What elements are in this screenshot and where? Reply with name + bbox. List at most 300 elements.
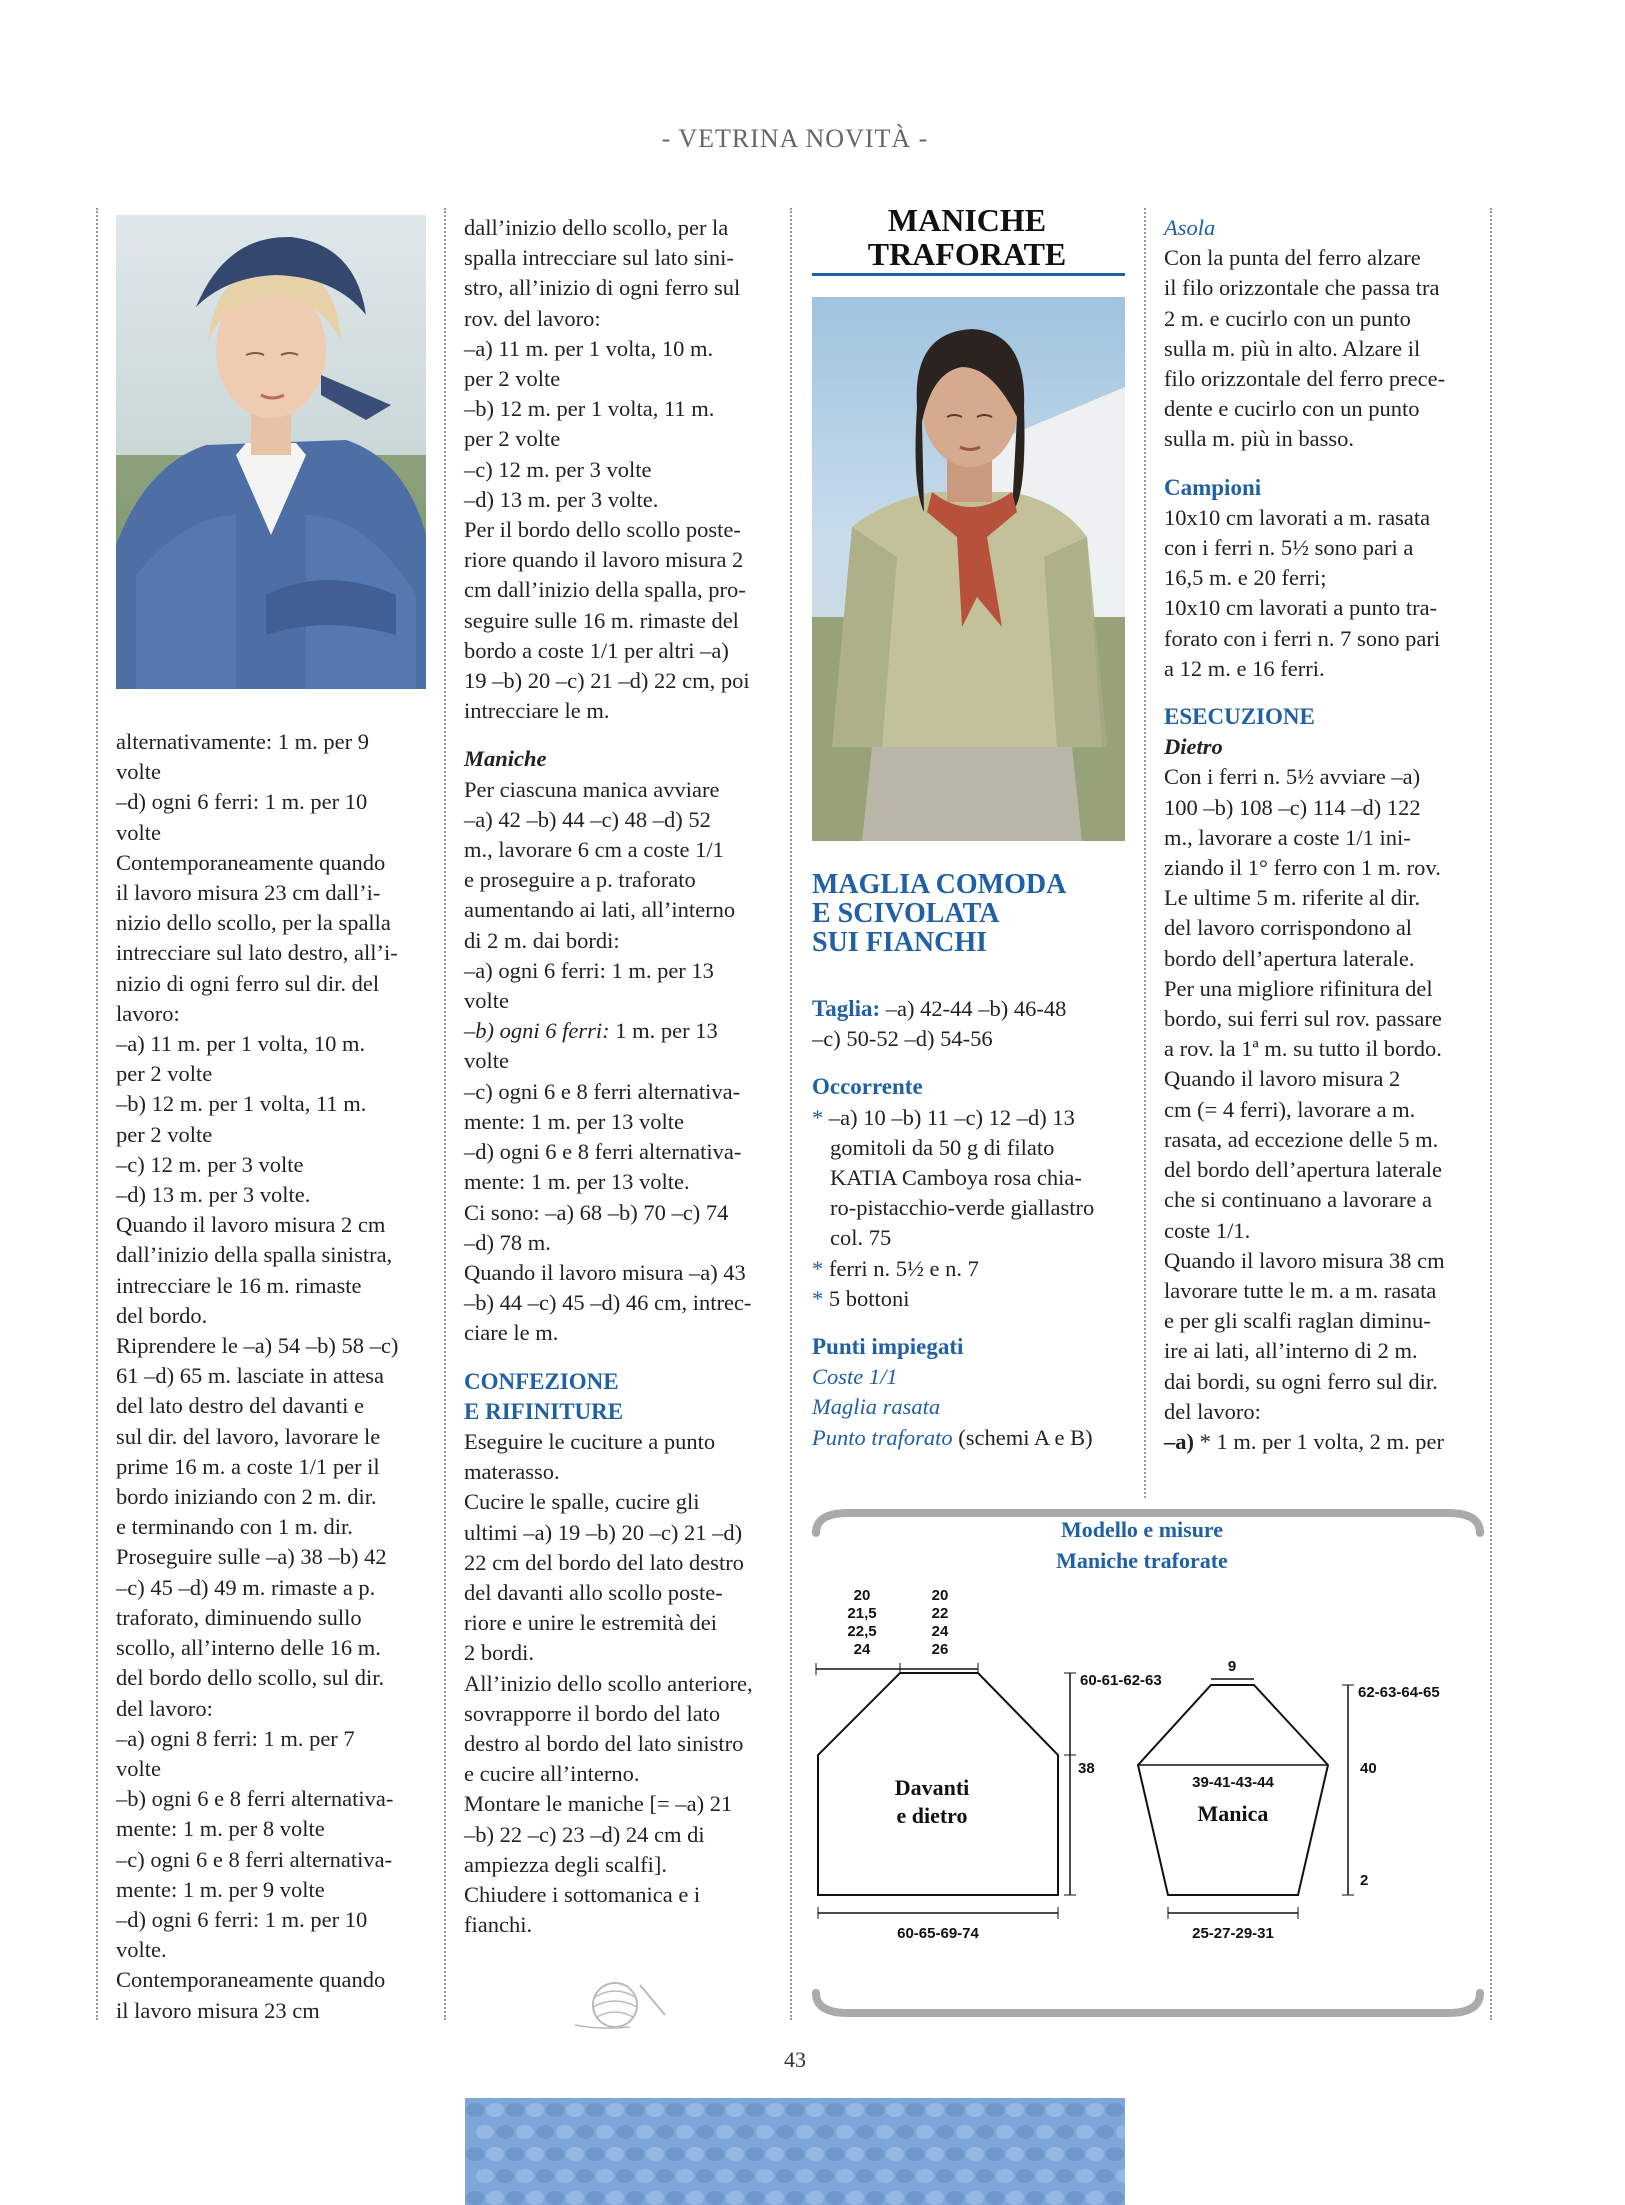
- body-text-line: a 12 m. e 16 ferri.: [1164, 655, 1325, 681]
- knit-stitch: [726, 2147, 744, 2161]
- knit-stitch: [716, 2169, 734, 2183]
- knit-stitch: [766, 2103, 784, 2117]
- knit-stitch: [726, 2191, 744, 2205]
- knit-stitch: [1036, 2125, 1054, 2139]
- sleeve-width-measure: 39-41-43-44: [1192, 1774, 1274, 1791]
- knit-stitch: [826, 2191, 844, 2205]
- body-text-line: per 2 volte: [116, 1061, 213, 1087]
- body-text-line: lavorare tutte le m. a m. rasata: [1164, 1277, 1437, 1303]
- body-text-line: volte: [116, 759, 161, 785]
- knit-stitch: [676, 2169, 694, 2183]
- knit-stitch: [926, 2103, 944, 2117]
- needed-item-2: [812, 1254, 1132, 1284]
- pattern-subtitle-line-3: SUI FIANCHI: [812, 927, 988, 958]
- article-column-2: [464, 213, 782, 1940]
- knit-stitch: [956, 2169, 974, 2183]
- size-line-2: –c) 50-52 –d) 54-56: [812, 1026, 993, 1052]
- body-text-line: Eseguire le cuciture a punto: [464, 1428, 716, 1454]
- knit-stitch: [906, 2103, 924, 2117]
- body-text-line: destro al bordo del lato sinistro: [464, 1730, 744, 1756]
- knit-stitch: [466, 2147, 484, 2161]
- knit-stitch: [926, 2147, 944, 2161]
- knit-stitch: [1086, 2103, 1104, 2117]
- shoulder-b-2: 24: [931, 1623, 949, 1640]
- body-text-line: Ci sono: –a) 68 –b) 70 –c) 74: [464, 1199, 729, 1225]
- body-text-line: All’inizio dello scollo anteriore,: [464, 1670, 753, 1696]
- sleeve-size-b-line: [464, 1016, 782, 1046]
- body-text-line: –d) 13 m. per 3 volte.: [116, 1182, 311, 1208]
- body-text-line: del lato destro del davanti e: [116, 1393, 365, 1419]
- knit-stitch: [746, 2147, 764, 2161]
- stitch-item-3-name: Punto traforato: [812, 1424, 953, 1450]
- body-width-measure: 60-65-69-74: [897, 1925, 979, 1942]
- body-text-line: volte: [116, 1755, 161, 1781]
- needed-item-1: [812, 1103, 1132, 1133]
- body-text-line: bordo iniziando con 2 m. dir.: [116, 1484, 377, 1510]
- body-text-line: del bordo dello scollo, sul dir.: [116, 1665, 385, 1691]
- body-text-line: Contemporaneamente quando: [116, 849, 386, 875]
- knit-stitch: [626, 2191, 644, 2205]
- body-text-line: –b) 22 –c) 23 –d) 24 cm di: [464, 1821, 705, 1847]
- knit-stitch: [516, 2169, 534, 2183]
- body-text-line: Quando il lavoro misura 2: [1164, 1066, 1401, 1092]
- knit-stitch: [996, 2169, 1014, 2183]
- knit-stitch: [906, 2147, 924, 2161]
- knit-stitch: [876, 2125, 894, 2139]
- size-value: –a) 42-44 –b) 46-48: [880, 996, 1067, 1021]
- body-text-line: dai bordi, su ogni ferro sul dir.: [1164, 1368, 1438, 1394]
- knit-stitch: [596, 2125, 614, 2139]
- knit-stitch: [706, 2103, 724, 2117]
- knit-stitch: [716, 2125, 734, 2139]
- pattern-subtitle-line-1: MAGLIA COMODA: [812, 869, 1067, 900]
- knit-stitch: [466, 2103, 484, 2117]
- shoulder-a-1: 21,5: [847, 1605, 877, 1622]
- article-column-4: [1164, 213, 1482, 1457]
- body-text-line: –c) 45 –d) 49 m. rimaste a p.: [116, 1574, 376, 1600]
- knit-stitch: [1006, 2103, 1024, 2117]
- title-underline: [812, 273, 1125, 276]
- knit-stitch: [896, 2125, 914, 2139]
- column-rule: [96, 208, 98, 2020]
- body-text-line: Per una migliore rifinitura del: [1164, 975, 1433, 1001]
- knit-stitch: [806, 2191, 824, 2205]
- knit-stitch: [526, 2103, 544, 2117]
- body-text-line: lavoro:: [116, 1000, 180, 1026]
- pattern-title-line-1: MANICHE: [887, 202, 1047, 238]
- body-text-line: 61 –d) 65 m. lasciate in attesa: [116, 1363, 385, 1389]
- body-text-line: prime 16 m. a coste 1/1 per il: [116, 1453, 380, 1479]
- knit-stitch: [916, 2125, 934, 2139]
- needed-item-1-text: –a) 10 –b) 11 –c) 12 –d) 13: [828, 1104, 1075, 1130]
- body-text-line: –d) 13 m. per 3 volte.: [464, 486, 659, 512]
- column-2-body-1: [464, 213, 782, 726]
- body-text-line: coste 1/1.: [1164, 1217, 1251, 1243]
- knit-stitch: [496, 2125, 514, 2139]
- body-text-line: –b) 44 –c) 45 –d) 46 cm, intrec-: [464, 1290, 752, 1316]
- knit-stitch: [686, 2191, 704, 2205]
- sleeve-size-b-rest: 1 m. per 13: [609, 1018, 718, 1044]
- body-text-line: del bordo dell’apertura laterale: [1164, 1157, 1442, 1183]
- body-text-line: Contemporaneamente quando: [116, 1967, 386, 1993]
- knit-stitch: [1096, 2169, 1114, 2183]
- body-text-line: con i ferri n. 5½ sono pari a: [1164, 535, 1414, 561]
- pattern-subtitle: [812, 870, 1122, 957]
- body-text-line: –a) ogni 6 ferri: 1 m. per 13: [464, 957, 714, 983]
- knit-stitch: [536, 2169, 554, 2183]
- knit-stitch: [706, 2191, 724, 2205]
- body-text-line: –b) ogni 6 e 8 ferri alternativa-: [116, 1786, 394, 1812]
- back-last-rest: * 1 m. per 1 volta, 2 m. per: [1194, 1428, 1444, 1454]
- body-text-line: 100 –b) 108 –c) 114 –d) 122: [1164, 794, 1421, 820]
- sleeves-heading: Maniche: [464, 746, 547, 772]
- column-rule: [444, 208, 446, 2020]
- knit-stitch: [696, 2125, 714, 2139]
- shoulder-a-3: 24: [853, 1641, 871, 1658]
- knit-stitch: [506, 2191, 524, 2205]
- body-text-line: a rov. la 1ª m. su tutto il bordo.: [1164, 1036, 1442, 1062]
- bullet-star: *: [812, 1255, 824, 1281]
- stitch-item-3: [812, 1423, 1132, 1453]
- body-text-line: –d) 78 m.: [464, 1229, 551, 1255]
- knit-stitch: [926, 2191, 944, 2205]
- knit-stitch: [1086, 2147, 1104, 2161]
- body-text-line: Quando il lavoro misura 2 cm: [116, 1212, 386, 1238]
- body-text-line: –a) 11 m. per 1 volta, 10 m.: [464, 335, 714, 361]
- knit-stitch: [466, 2191, 484, 2205]
- sleeve-size-b-italic: –b) ogni 6 ferri:: [464, 1018, 610, 1044]
- body-text-line: del davanti allo scollo poste-: [464, 1579, 723, 1605]
- body-text-line: intrecciare sul lato destro, all’i-: [116, 940, 398, 966]
- body-text-line: volte: [464, 1048, 509, 1074]
- body-text-line: –a) 42 –b) 44 –c) 48 –d) 52: [464, 806, 711, 832]
- knit-stitch: [806, 2103, 824, 2117]
- knit-stitch: [976, 2125, 994, 2139]
- knit-stitch: [696, 2169, 714, 2183]
- knit-stitch: [506, 2103, 524, 2117]
- knit-stitch: [566, 2191, 584, 2205]
- knit-stitch: [516, 2125, 534, 2139]
- knit-stitch: [766, 2147, 784, 2161]
- knit-stitch: [606, 2103, 624, 2117]
- knit-stitch: [746, 2191, 764, 2205]
- column-2-body-3: [464, 1046, 782, 1348]
- knit-stitch: [686, 2147, 704, 2161]
- body-text-line: il filo orizzontale che passa tra: [1164, 275, 1440, 301]
- knit-stitch: [1036, 2169, 1054, 2183]
- finishing-heading-1: CONFEZIONE: [464, 1368, 619, 1394]
- knit-texture-swatch: [465, 2098, 1125, 2205]
- pattern-subtitle-line-2: E SCIVOLATA: [812, 898, 1000, 929]
- body-text-line: Con i ferri n. 5½ avviare –a): [1164, 764, 1421, 790]
- sleeve-cuff-height-measure: 2: [1360, 1872, 1369, 1889]
- body-text-line: Le ultime 5 m. riferite al dir.: [1164, 885, 1421, 911]
- body-text-line: sulla m. più in basso.: [1164, 426, 1354, 452]
- knit-stitch: [566, 2103, 584, 2117]
- knit-stitch: [946, 2191, 964, 2205]
- knit-stitch: [1026, 2103, 1044, 2117]
- knit-stitch: [1066, 2103, 1084, 2117]
- knit-stitch: [476, 2125, 494, 2139]
- knit-stitch: [966, 2103, 984, 2117]
- sleeve-top-measure: 9: [1227, 1658, 1237, 1675]
- body-text-line: –b) 12 m. per 1 volta, 11 m.: [464, 396, 715, 422]
- knit-stitch: [1076, 2125, 1094, 2139]
- knit-stitch: [956, 2125, 974, 2139]
- body-text-line: Riprendere le –a) 54 –b) 58 –c): [116, 1333, 399, 1359]
- column-rule: [790, 208, 792, 2020]
- knit-stitch: [526, 2147, 544, 2161]
- body-text-line: spalla intrecciare sul lato sini-: [464, 245, 734, 271]
- knit-stitch: [966, 2191, 984, 2205]
- knit-stitch: [736, 2169, 754, 2183]
- body-text-line: fianchi.: [464, 1912, 533, 1938]
- needed-heading: Occorrente: [812, 1074, 923, 1100]
- knit-stitch: [646, 2103, 664, 2117]
- knit-stitch: [1056, 2169, 1074, 2183]
- column-2-body-2: [464, 775, 782, 1017]
- knit-stitch: [946, 2103, 964, 2117]
- knit-stitch: [486, 2191, 504, 2205]
- stitch-item-1: Coste 1/1: [812, 1364, 898, 1390]
- pattern-title: [812, 203, 1122, 271]
- back-heading: Dietro: [1164, 734, 1223, 760]
- body-text-line: –b) 12 m. per 1 volta, 11 m.: [116, 1091, 367, 1117]
- knit-stitch: [776, 2169, 794, 2183]
- body-text-line: volte: [116, 819, 161, 845]
- knit-stitch: [556, 2169, 574, 2183]
- body-text-line: per 2 volte: [464, 426, 561, 452]
- body-text-line: –c) 12 m. per 3 volte: [116, 1151, 304, 1177]
- knit-stitch: [1096, 2125, 1114, 2139]
- body-text-line: forato con i ferri n. 7 sono pari: [1164, 625, 1441, 651]
- knit-stitch: [596, 2169, 614, 2183]
- knit-stitch: [646, 2191, 664, 2205]
- knit-stitch: [856, 2169, 874, 2183]
- knit-stitch: [666, 2191, 684, 2205]
- knit-stitch: [1066, 2147, 1084, 2161]
- knit-stitch: [836, 2169, 854, 2183]
- body-text-line: riore e unire le estremità dei: [464, 1610, 718, 1636]
- knit-stitch: [836, 2125, 854, 2139]
- knit-stitch: [786, 2103, 804, 2117]
- body-text-line: Per il bordo dello scollo poste-: [464, 517, 741, 543]
- body-text-line: per 2 volte: [116, 1121, 213, 1147]
- body-text-line: e cucire all’interno.: [464, 1761, 640, 1787]
- model-photo-green-sweater: [812, 297, 1125, 841]
- buttonhole-body: [1164, 243, 1482, 454]
- buttonhole-heading: Asola: [1164, 215, 1216, 240]
- knit-stitch: [616, 2169, 634, 2183]
- body-text-line: dente e cucirlo con un punto: [1164, 396, 1420, 422]
- knit-stitch: [756, 2125, 774, 2139]
- knit-stitch: [676, 2125, 694, 2139]
- knit-stitch: [556, 2125, 574, 2139]
- schematic-diagram: [808, 1505, 1488, 2020]
- knit-stitch: [1106, 2103, 1124, 2117]
- body-text-line: intrecciare le 16 m. rimaste: [116, 1272, 362, 1298]
- body-text-line: rov. del lavoro:: [464, 305, 601, 331]
- knit-stitch: [816, 2125, 834, 2139]
- knit-stitch: [726, 2103, 744, 2117]
- knit-stitch: [886, 2103, 904, 2117]
- body-text-line: Chiudere i sottomanica e i: [464, 1881, 701, 1907]
- body-text-line: 22 cm del bordo del lato destro: [464, 1549, 744, 1575]
- knit-stitch: [626, 2103, 644, 2117]
- knit-stitch: [1056, 2125, 1074, 2139]
- knit-stitch: [1026, 2147, 1044, 2161]
- body-text-line: nizio di ogni ferro sul dir. del: [116, 970, 380, 996]
- knit-stitch: [646, 2147, 664, 2161]
- knit-stitch: [1066, 2191, 1084, 2205]
- body-text-line: 10x10 cm lavorati a m. rasata: [1164, 504, 1431, 530]
- knit-stitch: [586, 2147, 604, 2161]
- knit-stitch: [896, 2169, 914, 2183]
- needed-item-3-text: 5 bottoni: [828, 1285, 910, 1311]
- knit-stitch: [996, 2125, 1014, 2139]
- knit-stitch: [1006, 2191, 1024, 2205]
- knit-stitch: [816, 2169, 834, 2183]
- body-text-line: volte.: [116, 1937, 167, 1963]
- stitch-item-3-rest: (schemi A e B): [952, 1424, 1093, 1450]
- knit-stitch: [626, 2147, 644, 2161]
- knit-stitch: [966, 2147, 984, 2161]
- knit-stitch: [796, 2169, 814, 2183]
- page-number: 43: [784, 2047, 806, 2072]
- knit-stitch: [936, 2169, 954, 2183]
- body-text-line: m., lavorare 6 cm a coste 1/1: [464, 837, 724, 863]
- body-text-line: mente: 1 m. per 8 volte: [116, 1816, 325, 1842]
- body-text-line: ire ai lati, all’interno di 2 m.: [1164, 1338, 1418, 1364]
- column-2-body-4: [464, 1427, 782, 1940]
- bullet-star: *: [812, 1104, 824, 1130]
- knit-stitch: [606, 2191, 624, 2205]
- knit-stitch: [936, 2125, 954, 2139]
- needed-item-1e: col. 75: [830, 1225, 892, 1251]
- knit-stitch: [1026, 2191, 1044, 2205]
- knit-stitch: [1106, 2147, 1124, 2161]
- knit-stitch: [1076, 2169, 1094, 2183]
- knit-stitch: [986, 2147, 1004, 2161]
- body-text-line: –a) ogni 8 ferri: 1 m. per 7: [116, 1725, 355, 1751]
- body-text-line: stro, all’inizio di ogni ferro sul: [464, 275, 741, 301]
- knit-stitch: [736, 2125, 754, 2139]
- column-rule: [1144, 208, 1146, 1498]
- knit-stitch: [1046, 2147, 1064, 2161]
- needed-item-1d: ro-pistacchio-verde giallastro: [830, 1195, 1095, 1221]
- knit-stitch: [506, 2147, 524, 2161]
- body-text-line: bordo, sui ferri sul rov. passare: [1164, 1006, 1442, 1032]
- finishing-heading-2: E RIFINITURE: [464, 1398, 624, 1424]
- samples-heading: Campioni: [1164, 474, 1262, 500]
- knit-stitch: [656, 2125, 674, 2139]
- knit-stitch: [1106, 2191, 1124, 2205]
- knit-stitch: [866, 2191, 884, 2205]
- knit-stitch: [586, 2191, 604, 2205]
- body-panel-label-2: e dietro: [896, 1803, 968, 1828]
- body-text-line: ziando il 1° ferro con 1 m. rov.: [1164, 855, 1441, 881]
- body-text-line: alternativamente: 1 m. per 9: [116, 729, 370, 754]
- knit-stitch: [846, 2103, 864, 2117]
- knit-stitch: [876, 2169, 894, 2183]
- body-text-line: sulla m. più in alto. Alzare il: [1164, 335, 1421, 361]
- body-text-line: mente: 1 m. per 13 volte.: [464, 1169, 690, 1195]
- body-text-line: che si continuano a lavorare a: [1164, 1187, 1433, 1213]
- body-text-line: m., lavorare a coste 1/1 ini-: [1164, 824, 1411, 850]
- body-text-line: del lavoro:: [116, 1695, 213, 1721]
- body-text-line: sul dir. del lavoro, lavorare le: [116, 1423, 381, 1449]
- body-text-line: di 2 m. dai bordi:: [464, 927, 620, 953]
- knit-stitch: [546, 2147, 564, 2161]
- body-text-line: seguire sulle 16 m. rimaste del: [464, 607, 739, 633]
- knit-stitch: [886, 2191, 904, 2205]
- knit-stitch: [486, 2147, 504, 2161]
- knit-stitch: [486, 2103, 504, 2117]
- shoulder-b-0: 20: [931, 1587, 949, 1604]
- diagram-frame-bottom: [816, 1993, 1480, 2013]
- body-text-line: traforato, diminuendo sullo: [116, 1604, 362, 1630]
- back-last-size: –a): [1164, 1428, 1194, 1454]
- knit-stitch: [776, 2125, 794, 2139]
- body-text-line: ampiezza degli scalfi].: [464, 1851, 668, 1877]
- knit-stitch: [866, 2103, 884, 2117]
- knit-stitch: [576, 2125, 594, 2139]
- body-text-line: e proseguire a p. traforato: [464, 867, 696, 893]
- column-1-body: [116, 727, 434, 2026]
- body-text-line: –d) ogni 6 e 8 ferri alternativa-: [464, 1139, 742, 1165]
- size-label: Taglia:: [812, 996, 881, 1021]
- knit-stitch: [906, 2191, 924, 2205]
- knit-stitch: [866, 2147, 884, 2161]
- knit-stitch: [786, 2147, 804, 2161]
- body-text-line: del bordo.: [116, 1302, 208, 1328]
- shoulder-b-3: 26: [931, 1641, 949, 1658]
- knit-stitch: [986, 2191, 1004, 2205]
- knit-stitch: [706, 2147, 724, 2161]
- body-text-line: Con la punta del ferro alzare: [1164, 245, 1421, 271]
- knit-stitch: [686, 2103, 704, 2117]
- body-text-line: mente: 1 m. per 13 volte: [464, 1108, 684, 1134]
- article-column-1: [116, 727, 434, 2026]
- body-text-line: cm (= 4 ferri), lavorare a m.: [1164, 1096, 1416, 1122]
- body-text-line: materasso.: [464, 1459, 560, 1485]
- knit-stitch: [1016, 2169, 1034, 2183]
- knit-stitch: [946, 2147, 964, 2161]
- knit-stitch: [986, 2103, 1004, 2117]
- body-text-line: rasata, ad eccezione delle 5 m.: [1164, 1126, 1439, 1152]
- body-text-line: ciare le m.: [464, 1320, 559, 1346]
- body-text-line: mente: 1 m. per 9 volte: [116, 1876, 325, 1902]
- knit-stitch: [846, 2147, 864, 2161]
- sleeve-length-measure: 62-63-64-65: [1358, 1684, 1440, 1701]
- pattern-meta: [812, 994, 1132, 1453]
- knit-stitch: [1086, 2191, 1104, 2205]
- body-text-line: Cucire le spalle, cucire gli: [464, 1489, 700, 1515]
- body-text-line: Quando il lavoro misura –a) 43: [464, 1259, 746, 1285]
- stitches-heading: Punti impiegati: [812, 1334, 964, 1360]
- back-last-line: [1164, 1427, 1482, 1457]
- knit-stitch: [1006, 2147, 1024, 2161]
- body-text-line: riore quando il lavoro misura 2: [464, 547, 744, 573]
- diagram-title-2: Maniche traforate: [1056, 1548, 1228, 1573]
- body-text-line: intrecciare le m.: [464, 698, 610, 724]
- knit-stitch: [586, 2103, 604, 2117]
- knit-stitch: [806, 2147, 824, 2161]
- knit-stitch: [666, 2147, 684, 2161]
- knit-stitch: [766, 2191, 784, 2205]
- body-text-line: del lavoro:: [1164, 1398, 1261, 1424]
- knit-stitch: [826, 2103, 844, 2117]
